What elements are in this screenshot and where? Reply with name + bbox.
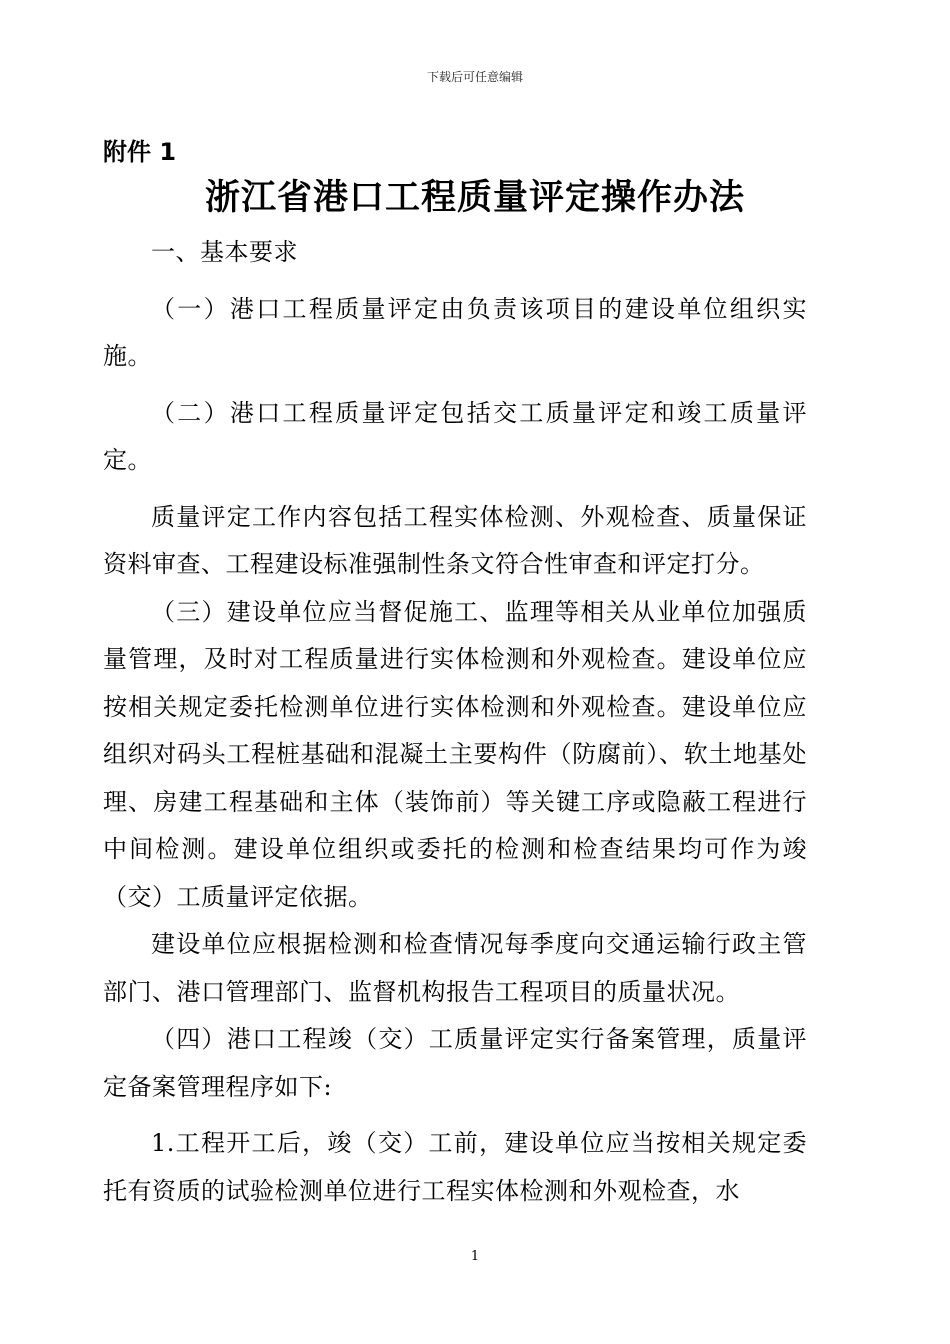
section-heading: 一、基本要求: [151, 238, 298, 266]
paragraph: （一）港口工程质量评定由负责该项目的建设单位组织实施。: [103, 294, 807, 370]
attachment-label: 附件 1: [103, 138, 177, 166]
document-body: [103, 229, 807, 1215]
document-title: 浙江省港口工程质量评定操作办法: [204, 177, 745, 218]
paragraph: （三）建设单位应当督促施工、监理等相关从业单位加强质量管理，及时对工程质量进行实体检测和外观检查。建设单位应按相关规定委托检测单位进行实体检测和外观检查。建设单位应组织对码头工程桩基础和混凝土主要构件（防腐前）、软土地基处理、房建工程基础和主体（装饰前）等关键工序或隐蔽工程进行中间检测。建设单位组织或委托的检测和检查结果均可作为竣（交）工质量评定依据。: [103, 597, 807, 911]
paragraph: （四）港口工程竣（交）工质量评定实行备案管理，质量评定备案管理程序如下:: [103, 1025, 807, 1101]
paragraph: 质量评定工作内容包括工程实体检测、外观检查、质量保证资料审查、工程建设标准强制性条文符合性审查和评定打分。: [103, 502, 807, 578]
page-number: 1: [470, 1249, 480, 1264]
paragraph: （二）港口工程质量评定包括交工质量评定和竣工质量评定。: [103, 398, 807, 474]
paragraph: 建设单位应根据检测和检查情况每季度向交通运输行政主管部门、港口管理部门、监督机构报告工程项目的质量状况。: [103, 930, 807, 1006]
paragraph: 1.工程开工后，竣（交）工前，建设单位应当按相关规定委托有资质的试验检测单位进行工程实体检测和外观检查，水: [103, 1129, 807, 1205]
header-note: 下载后可任意编辑: [426, 70, 523, 84]
